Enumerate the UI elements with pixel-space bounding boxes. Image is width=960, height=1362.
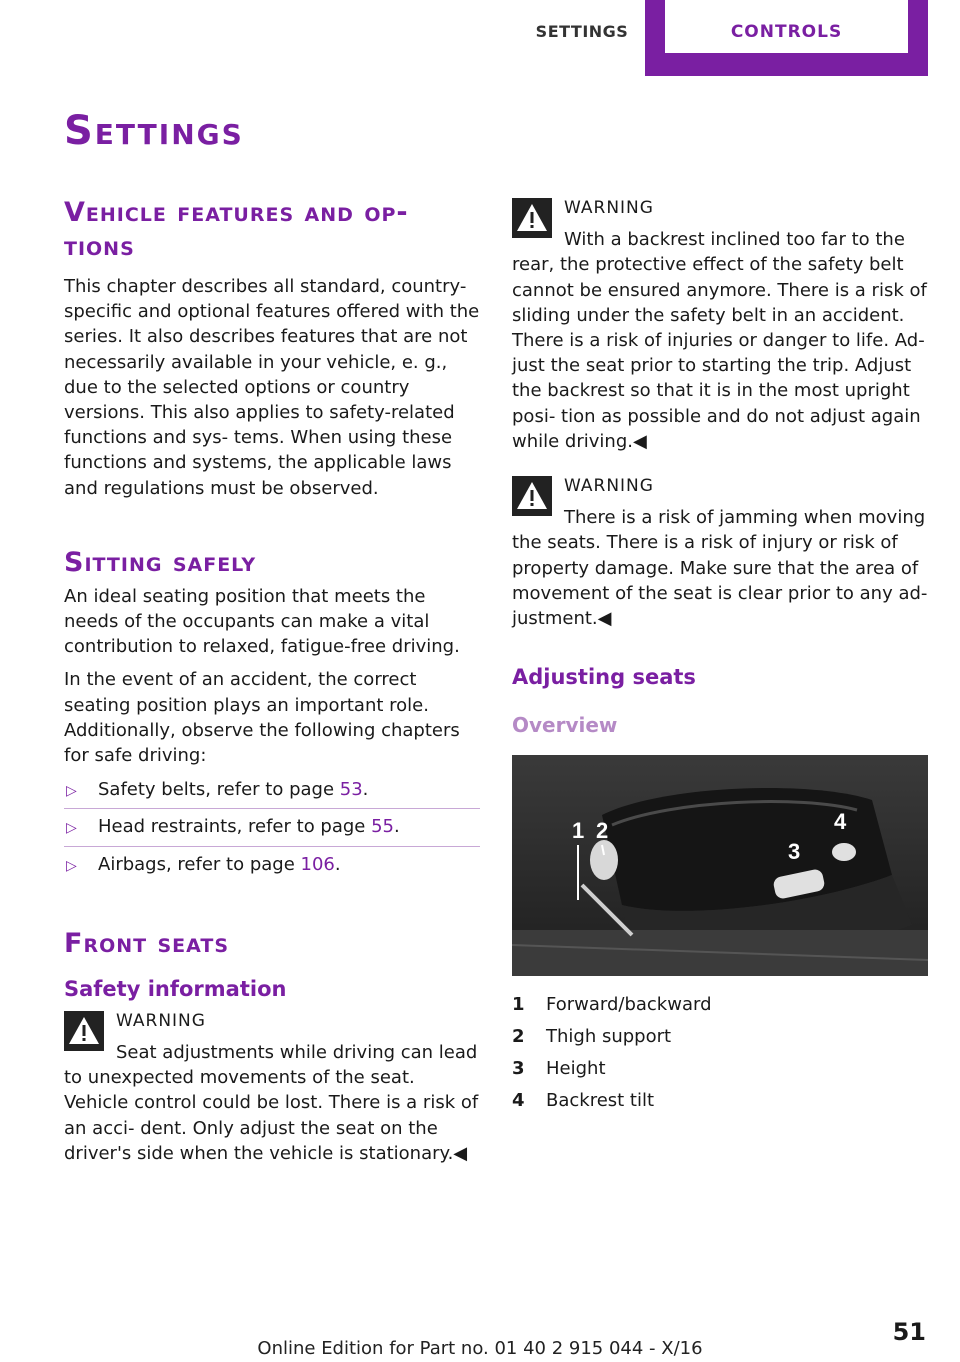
right-column (512, 196, 928, 1116)
legend-label: Backrest tilt (546, 1089, 655, 1111)
heading-front-seats: Front seats (64, 927, 230, 959)
warning-body: There is a risk of jamming when moving the seats. There is a risk of injury or risk of property damage. Make sure that the area of movement of the seat is clear prior to any ad‐ justment.◀ (512, 507, 928, 630)
warning-body: Seat adjustments while driving can lead to unexpected movements of the seat. Vehicle control could be lost. There is a risk of an acci‐ dent. Only adjust the seat on the driver's side when the vehicle is stationary.◀ (64, 1042, 479, 1164)
legend-number: 3 (512, 1057, 525, 1079)
list-item: ▷ Airbags, refer to page 106. (64, 847, 480, 883)
header-chapter-tab (645, 0, 928, 76)
page-title: Settings (64, 108, 244, 154)
list-item (512, 1020, 928, 1052)
warning-body: With a backrest inclined too far to the rear, the protective effect of the safety belt cannot be ensured anymore. There is a risk of sliding under the safety belt in an accident. There is a risk of injuries or danger to life. Ad‐ just the seat prior to starting the trip. Adjust the backrest so that it is in the most upright posi‐ tion as possible and do not adjust again while driving.◀ (512, 229, 927, 452)
warning-icon (64, 1011, 104, 1051)
legend-number: 1 (512, 993, 525, 1015)
list-item: ▷ Safety belts, refer to page 53. (64, 772, 480, 809)
heading-overview: Overview (512, 713, 618, 738)
photo-label-1: 1 (572, 818, 585, 844)
list-item (512, 1084, 928, 1116)
heading-vehicle-features: Vehicle features and op‐ tions (64, 197, 409, 262)
page-number: 51 (892, 1318, 926, 1346)
photo-label-2: 2 (596, 818, 609, 844)
warning-title: WARNING (564, 198, 654, 218)
warning-block-jamming (512, 474, 928, 631)
sitting-safely-para1: An ideal seating position that meets the needs of the occupants can make a vital contribution to relaxed, fatigue-free driving. (64, 585, 460, 658)
left-column (64, 196, 480, 1166)
warning-block-seat-adjust (64, 1009, 480, 1166)
seat-controls-photo (512, 755, 928, 976)
list-item (512, 988, 928, 1020)
warning-title: WARNING (116, 1010, 206, 1031)
sitting-safely-para2: In the event of an accident, the correct seating position plays an important role. Additionally, observe the following chapters for safe driving: (64, 669, 460, 767)
footer-edition: Online Edition for Part no. 01 40 2 915 044 - X/16 (257, 1338, 703, 1359)
legend-number: 4 (512, 1089, 525, 1111)
warning-title: WARNING (564, 476, 654, 497)
bullet-triangle-icon: ▷ (66, 820, 77, 837)
legend-number: 2 (512, 1025, 525, 1047)
vehicle-features-body: This chapter describes all standard, country-specific and optional features offered with the series. It also describes features that are not necessarily available in your vehicle, e. g., due to the selected options or country versions. This also applies to safety-related functions and sys‐ tems. When using these functions and systems, the applicable laws and regulations must be observed. (64, 276, 480, 499)
page-link-106[interactable]: 106 (300, 853, 335, 875)
list-item: ▷ Head restraints, refer to page 55. (64, 809, 480, 846)
header-section-label: SETTINGS (535, 22, 629, 41)
legend-label: Forward/backward (546, 993, 712, 1015)
bullet-triangle-icon: ▷ (66, 857, 77, 874)
heading-safety-information: Safety information (64, 976, 287, 1001)
photo-label-4: 4 (834, 809, 847, 835)
list-item (512, 1052, 928, 1084)
photo-label-3: 3 (788, 839, 801, 865)
warning-icon (512, 476, 552, 516)
legend-label: Thigh support (546, 1025, 672, 1047)
bullet-triangle-icon: ▷ (66, 783, 77, 800)
warning-icon (512, 198, 552, 238)
header-chapter-label: CONTROLS (665, 0, 908, 53)
chapter-links-list (64, 772, 480, 883)
heading-adjusting-seats: Adjusting seats (512, 665, 696, 690)
page-link-55[interactable]: 55 (371, 816, 395, 838)
warning-block-backrest (512, 196, 928, 454)
page-link-53[interactable]: 53 (339, 779, 363, 801)
photo-legend (512, 988, 928, 1116)
legend-label: Height (546, 1057, 606, 1079)
heading-sitting-safely: Sitting safely (64, 546, 257, 578)
